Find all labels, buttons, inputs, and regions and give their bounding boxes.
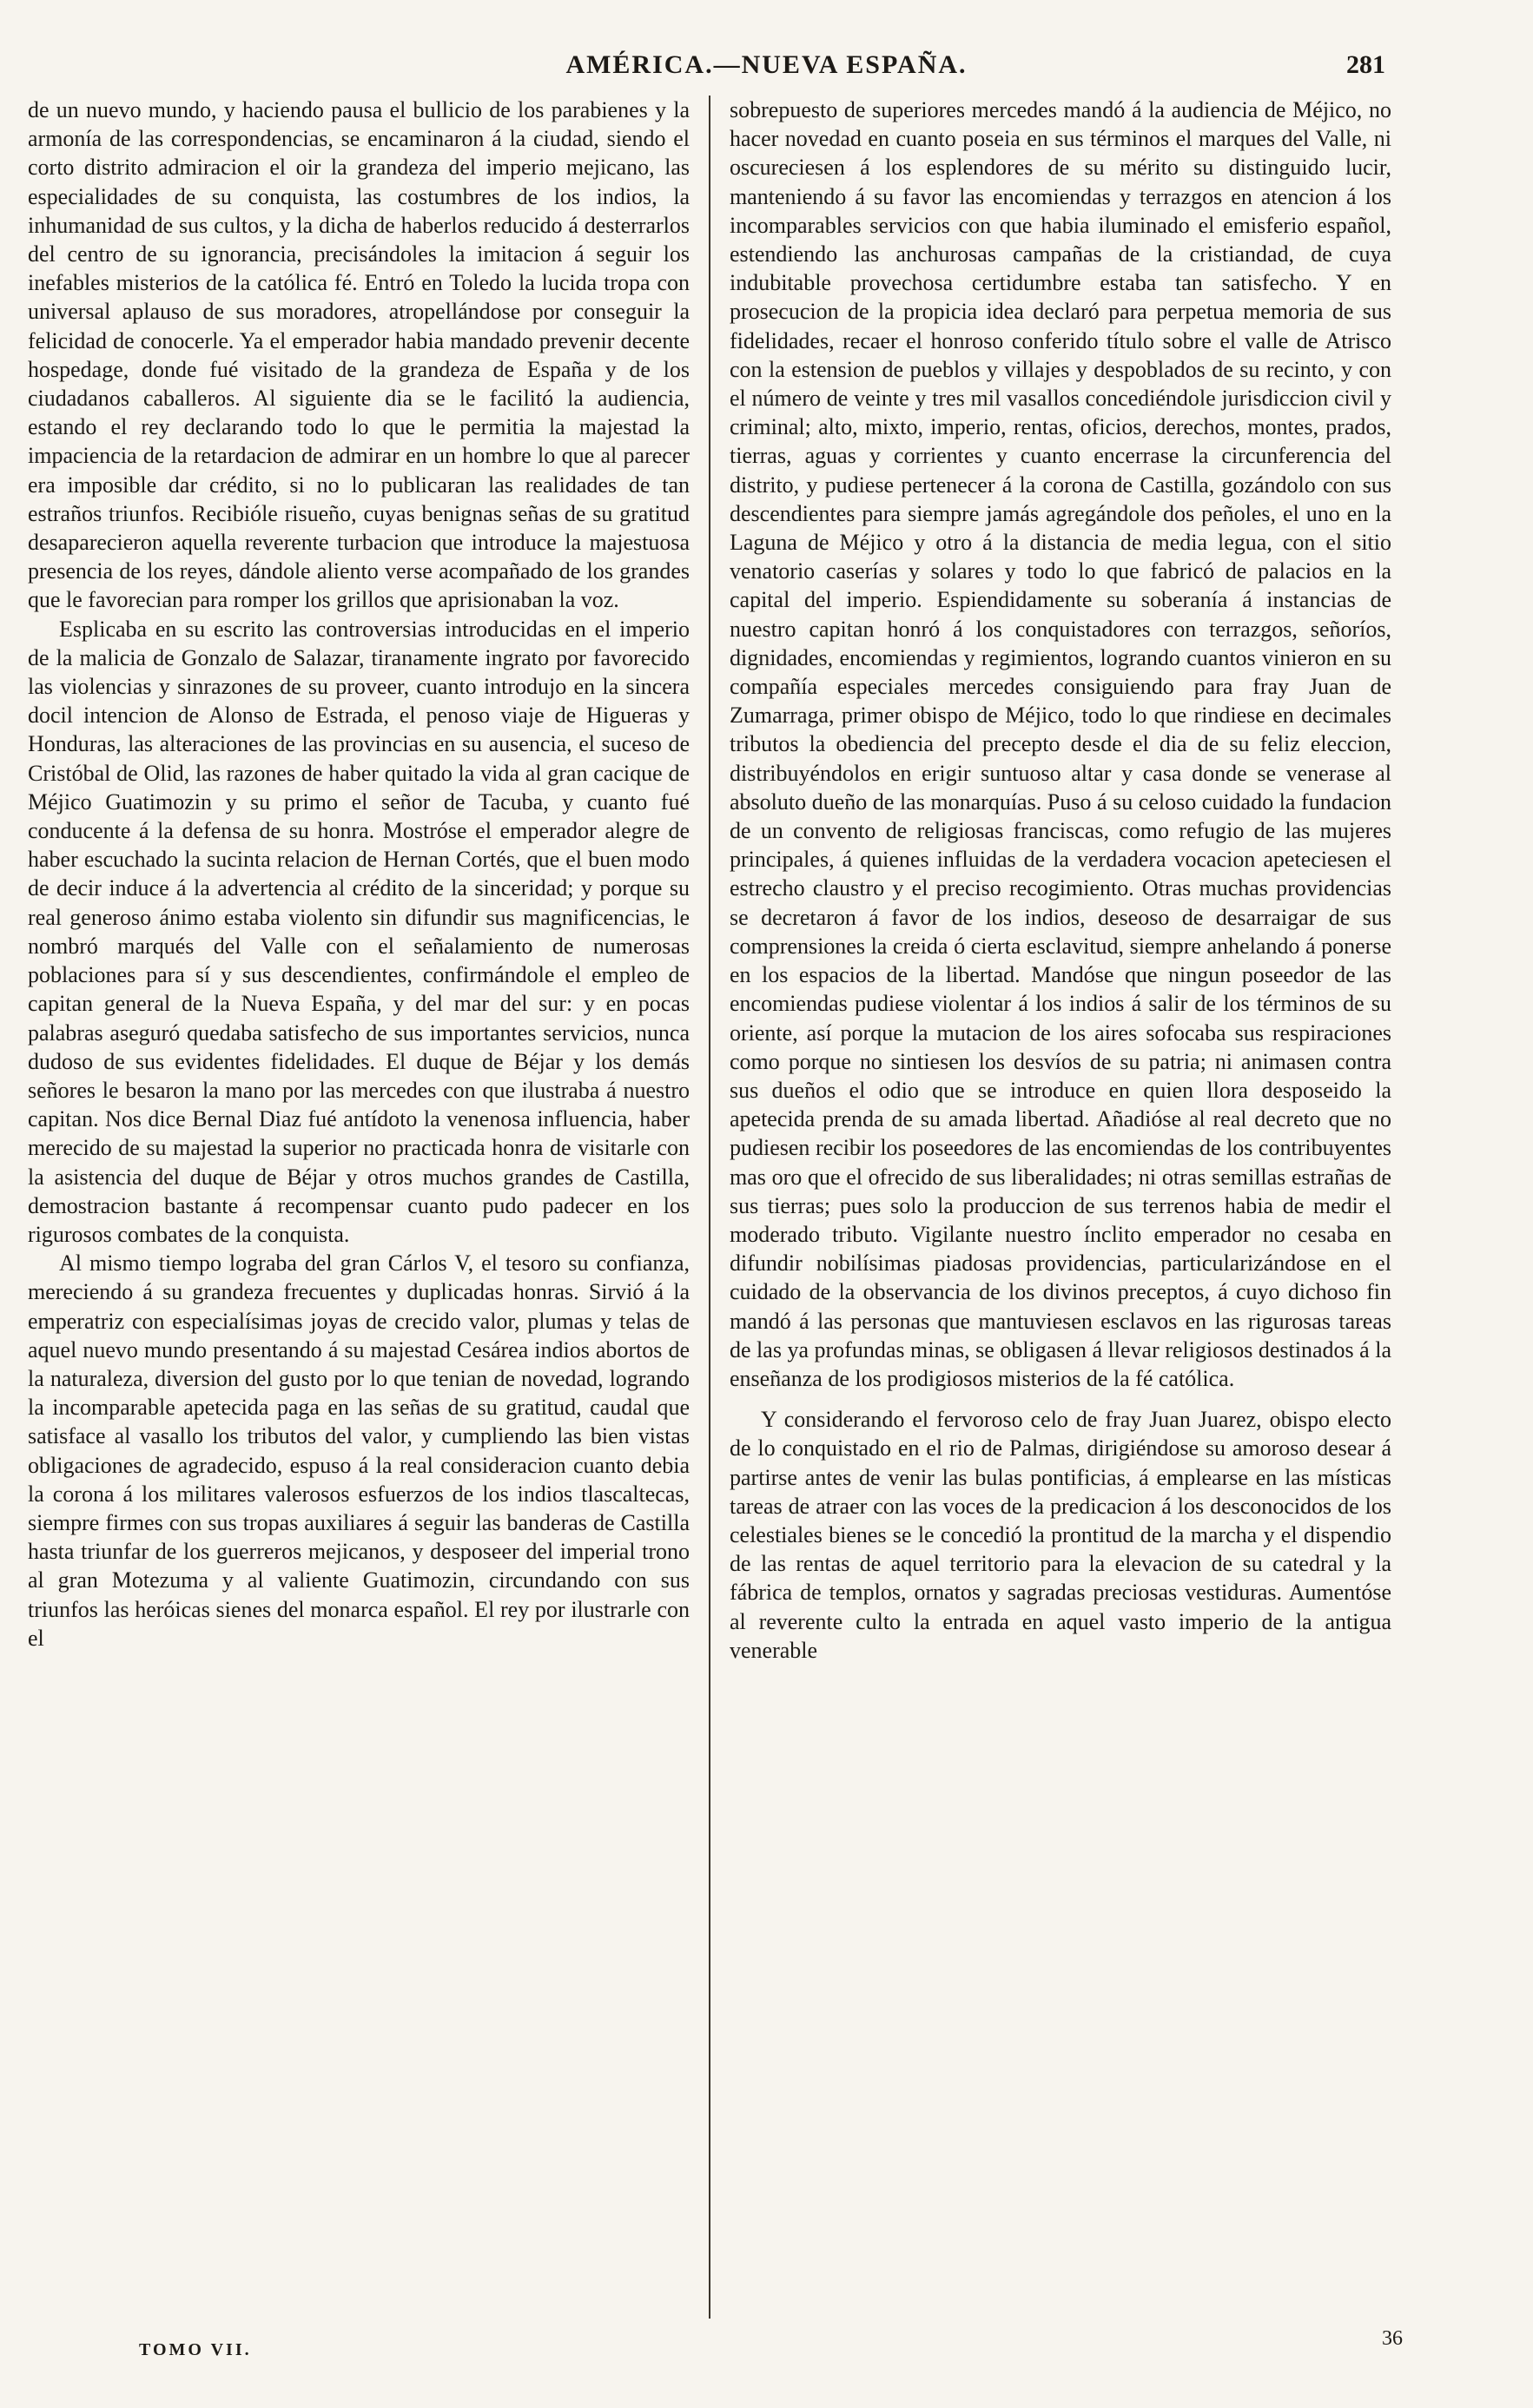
page-number: 281	[1346, 50, 1385, 79]
paragraph: Al mismo tiempo lograba del gran Cárlos V, el tesoro su confianza, mereciendo á su grandeza frecuentes y duplicadas honras. Sirvió á la emperatriz con especialísimas joyas de crecido valor, plumas y telas de aquel nuevo mundo presentando á su majestad Cesárea indios abortos de la naturaleza, diversion del gusto por lo que tenian de novedad, logrando la incomparable apetecida paga en las señas de su gratitud, caudal que satisface al vasallo los tributos del valor, y cumpliendo las bien vistas obligaciones de agradecido, espuso á la real consideracion cuanto debia la corona á los militares valerosos esfuerzos de los indios tlascaltecas, siempre firmes con sus tropas auxiliares á seguir las banderas de Castilla hasta triunfar de los guerreros mejicanos, y desposeer del imperial trono al gran Motezuma y al valiente Guatimozin, circundando con sus triunfos las heróicas sienes del monarca español. El rey por ilustrarle con el	[28, 1250, 690, 1651]
text-columns	[28, 96, 1391, 2319]
left-column	[28, 96, 690, 2319]
running-title: AMÉRICA.—NUEVA ESPAÑA.	[565, 50, 968, 79]
paragraph: Esplicaba en su escrito las controversias introducidas en el imperio de la malicia de Gonzalo de Salazar, tiranamente ingrato por favorecido las violencias y sinrazones de su proveer, cuanto introdujo en la sincera docil intencion de Alonso de Estrada, el penoso viaje de Higueras y Honduras, las alteraciones de las provincias en su ausencia, el suceso de Cristóbal de Olid, las razones de haber quitado la vida al gran cacique de Méjico Guatimozin y su primo el señor de Tacuba, y cuanto fué conducente á la defensa de su honra. Mostróse el emperador alegre de haber escuchado la sucinta relacion de Hernan Cortés, que el buen modo de decir induce á la advertencia al crédito de la sinceridad; y porque su real generoso ánimo estaba violento sin difundir sus magnificencias, le nombró marqués del Valle con el señalamiento de numerosas poblaciones para sí y sus descendientes, confirmándole el empleo de capitan general de la Nueva España, y del mar del sur: y en pocas palabras aseguró quedaba satisfecho de sus importantes servicios, nunca dudoso de sus evidentes fidelidades. El duque de Béjar y los demás señores le besaron la mano por las mercedes con que ilustraba á nuestro capitan. Nos dice Bernal Diaz fué antídoto la venenosa influencia, haber merecido de su majestad la superior no practicada honra de visitarle con la asistencia del duque de Béjar y otros muchos grandes de Castilla, demostracion bastante á recompensar cuanto pudo padecer en los rigurosos combates de la conquista.	[28, 616, 690, 1247]
signature-mark: 36	[1382, 2327, 1403, 2350]
paragraph: Y considerando el fervoroso celo de fray Juan Juarez, obispo electo de lo conquistado en el rio de Palmas, dirigiéndose su amoroso desear á partirse antes de venir las bulas pontificias, á emplearse en las místicas tareas de atraer con las voces de la predicacion á los desconocidos de los celestiales bienes se le concedió la prontitud de la marcha y el dispendio de las rentas de aquel territorio para la elevacion de su catedral y la fábrica de templos, ornatos y sagradas preciosas vestiduras. Aumentóse al reverente culto la entrada en aquel vasto imperio de la antigua venerable	[730, 1407, 1391, 1663]
column-divider	[709, 96, 710, 2319]
volume-mark: TOMO VII.	[139, 2340, 252, 2359]
right-column	[730, 96, 1391, 2319]
paragraph: sobrepuesto de superiores mercedes mandó á la audiencia de Méjico, no hacer novedad en cuanto poseia en sus términos el marques del Valle, ni oscureciesen á los esplendores de su mérito su distinguido lucir, manteniendo á su favor las encomiendas y terrazgos en atencion á los incomparables servicios con que habia iluminado el emisferio español, estendiendo las anchurosas campañas de la cristiandad, de cuya indubitable provechosa certidumbre estaba tan satisfecho. Y en prosecucion de la propicia idea declaró para perpetua memoria de sus fidelidades, recaer el honroso conferido título sobre el valle de Atrisco con la estension de pueblos y villajes y despoblados de su recinto, y con el número de veinte y tres mil vasallos concediéndole jurisdiccion civil y criminal; alto, mixto, imperio, rentas, oficios, derechos, montes, prados, tierras, aguas y corrientes y cuanto encerrase la circunferencia del distrito, y pudiese pertenecer á la corona de Castilla, gozándolo con sus descendientes para siempre jamás agregándole dos peñoles, el uno en la Laguna de Méjico y otro á la distancia de media legua, con el sitio venatorio caserías y solares y todo lo que fabricó de palacios en la capital del imperio. Espiendidamente su soberanía á instancias de nuestro capitan honró á los conquistadores con terrazgos, señoríos, dignidades, encomiendas y regimientos, logrando cuantos vinieron en su compañía especiales mercedes consiguiendo para fray Juan de Zumarraga, primer obispo de Méjico, todo lo que rindiese en decimales tributos la obediencia del precepto desde el dia de su feliz eleccion, distribuyéndolos en erigir suntuoso altar y casa donde se venerase al absoluto dueño de las monarquías. Puso á su celoso cuidado la fundacion de un convento de religiosas franciscas, como refugio de las mujeres principales, á quienes influidas de la verdadera vocacion apeteciesen el estrecho claustro y el preciso recogimiento. Otras muchas providencias se decretaron á favor de los indios, deseoso de desarraigar de sus comprensiones la creida ó cierta esclavitud, siempre anhelando á ponerse en los espacios de la libertad. Mandóse que ningun poseedor de las encomiendas pudiese violentar á los indios á salir de los términos de su oriente, así porque la mutacion de los aires sofocaba sus respiraciones como porque no sintiesen los desvíos de su patria; ni animasen contra sus dueños el odio que se introduce en quien llora desposeido la apetecida prenda de su amada libertad. Añadióse al real decreto que no pudiesen recibir los poseedores de las encomiendas de los contribuyentes mas oro que el ofrecido de sus liberalidades; ni otras semillas estrañas de sus tierras; pues solo la produccion de sus terrenos habia de medir el moderado tributo. Vigilante nuestro ínclito emperador no cesaba en difundir nobilísimas piadosas providencias, particularizándose en el cuidado de la observancia de los divinos preceptos, á cuyo dichoso fin mandó á las personas que mantuviesen esclavos en las rigurosas tareas de las ya profundas minas, se obligasen á llevar religiosos destinados á la enseñanza de los prodigiosos misterios de la fé católica.	[730, 97, 1391, 1391]
running-head	[0, 50, 1533, 94]
paragraph: de un nuevo mundo, y haciendo pausa el bullicio de los parabienes y la armonía de las correspondencias, se encaminaron á la ciudad, siendo el corto distrito admiracion el oir la grandeza del imperio mejicano, las especialidades de su conquista, las costumbres de los indios, la inhumanidad de sus cultos, y la dicha de haberlos reducido á desterrarlos del centro de su ignorancia, precisándoles la imitacion á seguir los inefables misterios de la católica fé. Entró en Toledo la lucida tropa con universal aplauso de sus moradores, atropellándose por conseguir la felicidad de conocerle. Ya el emperador habia mandado prevenir decente hospedage, donde fué visitado de la grandeza de España y de los ciudadanos caballeros. Al siguiente dia se le facilitó la audiencia, estando el rey declarando todo lo que le permitia la majestad la impaciencia de la retardacion de admirar en un hombre lo que al parecer era imposible dar crédito, si no lo publicaran las realidades de tan estraños triunfos. Recibióle risueño, cuyas benignas señas de su gratitud desaparecieron aquella reverente turbacion que introduce la majestuosa presencia de los reyes, dándole aliento verse acompañado de los grandes que le favorecian para romper los grillos que aprisionaban la voz.	[28, 97, 690, 613]
